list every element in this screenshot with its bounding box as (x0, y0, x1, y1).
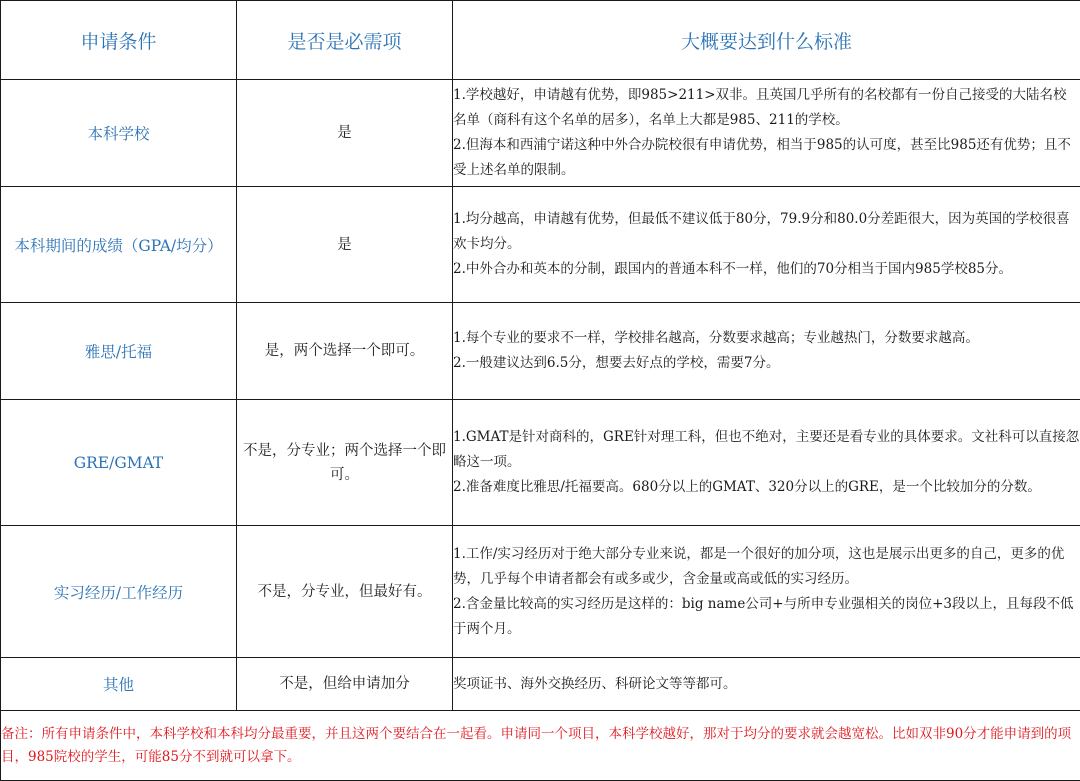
standard-line: 2.中外合办和英本的分制，跟国内的普通本科不一样，他们的70分相当于国内985学校85分。 (453, 257, 1080, 282)
standard-line: 2.准备难度比雅思/托福要高。680分以上的GMAT、320分以上的GRE，是一个比较加分的分数。 (453, 475, 1080, 500)
header-required: 是否是必需项 (237, 1, 453, 80)
standard-cell (453, 303, 1080, 400)
standard-cell (453, 658, 1080, 711)
required-cell: 不是，分专业；两个选择一个即可。 (237, 400, 453, 526)
condition-cell: 雅思/托福 (1, 303, 237, 400)
table-row (1, 526, 1080, 658)
required-cell: 不是，但给申请加分 (237, 658, 453, 711)
standard-line: 1.每个专业的要求不一样，学校排名越高，分数要求越高；专业越热门，分数要求越高。 (453, 326, 1080, 351)
condition-cell: 实习经历/工作经历 (1, 526, 237, 658)
table-row (1, 658, 1080, 711)
standard-cell (453, 526, 1080, 658)
header-standard: 大概要达到什么标准 (453, 1, 1080, 80)
header-row (1, 1, 1080, 80)
condition-cell: 本科学校 (1, 80, 237, 187)
required-cell: 不是，分专业，但最好有。 (237, 526, 453, 658)
required-cell: 是 (237, 80, 453, 187)
table-row (1, 187, 1080, 303)
standard-line: 1.学校越好，申请越有优势，即985>211>双非。且英国几乎所有的名校都有一份自己接受的大陆名校名单（商科有这个名单的居多），名单上大都是985、211的学校。 (453, 83, 1080, 133)
standard-cell (453, 400, 1080, 526)
standard-line: 奖项证书、海外交换经历、科研论文等等都可。 (453, 672, 1080, 697)
standard-cell (453, 80, 1080, 187)
table-row (1, 303, 1080, 400)
condition-cell: 本科期间的成绩（GPA/均分） (1, 187, 237, 303)
note-row (1, 711, 1080, 781)
required-cell: 是，两个选择一个即可。 (237, 303, 453, 400)
standard-line: 2.一般建议达到6.5分，想要去好点的学校，需要7分。 (453, 351, 1080, 376)
standard-line: 1.工作/实习经历对于绝大部分专业来说，都是一个很好的加分项，这也是展示出更多的自己，更多的优势，几乎每个申请者都会有或多或少，含金量或高或低的实习经历。 (453, 542, 1080, 592)
condition-cell: 其他 (1, 658, 237, 711)
standard-line: 1.GMAT是针对商科的，GRE针对理工科，但也不绝对，主要还是看专业的具体要求。文社科可以直接忽略这一项。 (453, 425, 1080, 475)
standard-line: 2.含金量比较高的实习经历是这样的：big name公司+与所申专业强相关的岗位+3段以上，且每段不低于两个月。 (453, 592, 1080, 642)
standard-line: 2.但海本和西浦宁诺这种中外合办院校很有申请优势，相当于985的认可度，甚至比985还有优势；且不受上述名单的限制。 (453, 133, 1080, 183)
condition-cell: GRE/GMAT (1, 400, 237, 526)
standard-line: 1.均分越高，申请越有优势，但最低不建议低于80分，79.9分和80.0分差距很大，因为英国的学校很喜欢卡均分。 (453, 207, 1080, 257)
required-cell: 是 (237, 187, 453, 303)
standard-cell (453, 187, 1080, 303)
header-condition: 申请条件 (1, 1, 237, 80)
table-row (1, 400, 1080, 526)
table-row (1, 80, 1080, 187)
note-text: 备注：所有申请条件中，本科学校和本科均分最重要，并且这两个要结合在一起看。申请同一个项目，本科学校越好，那对于均分的要求就会越宽松。比如双非90分才能申请到的项目，985院校的学生，可能85分不到就可以拿下。 (1, 711, 1080, 781)
